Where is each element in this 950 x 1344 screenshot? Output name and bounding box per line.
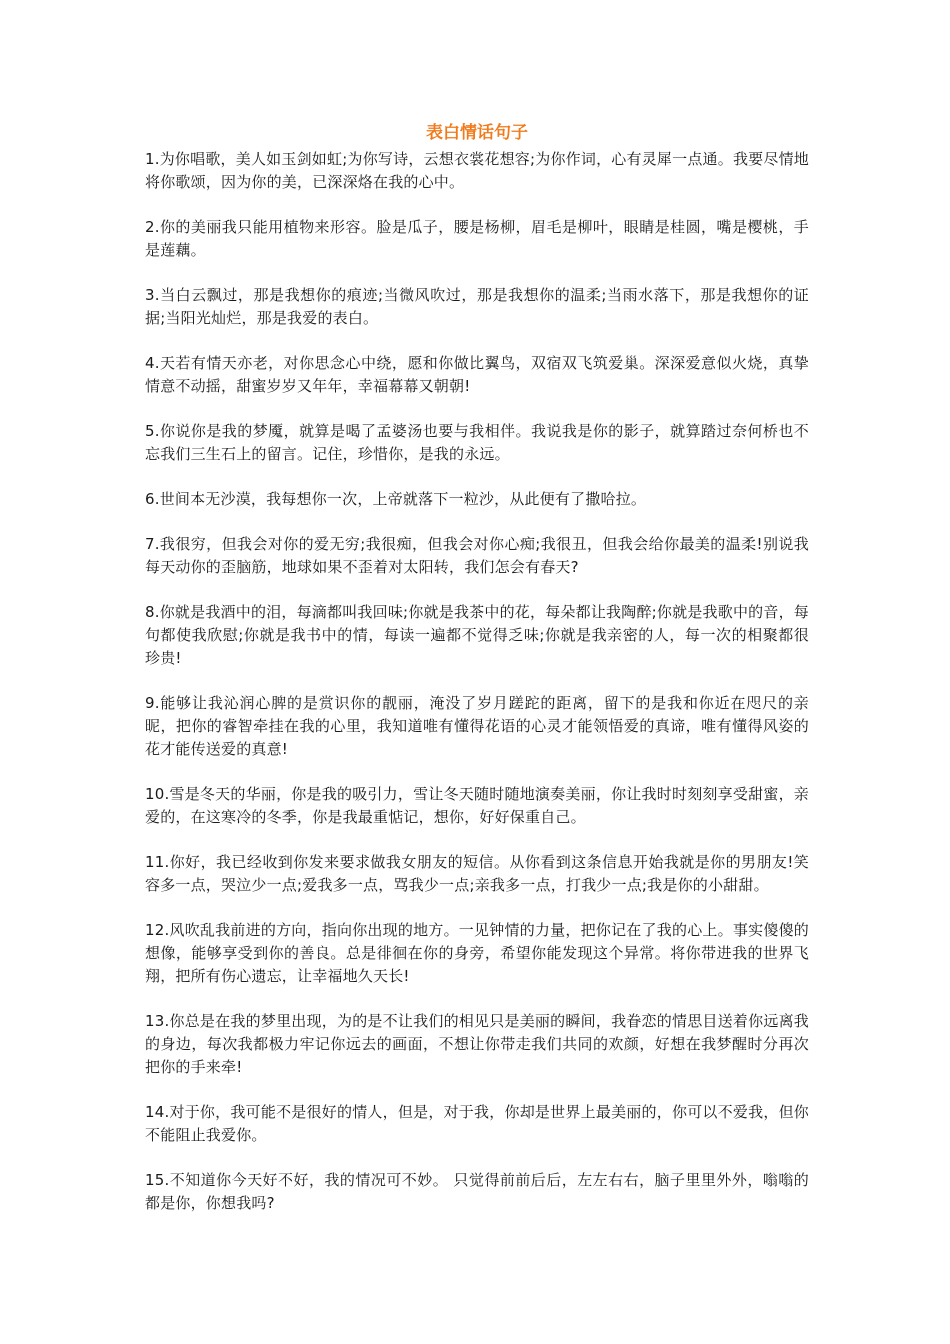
paragraph-13: 13.你总是在我的梦里出现，为的是不让我们的相见只是美丽的瞬间，我眷恋的情思目送着你远离我的身边，每次我都极力牢记你远去的画面，不想让你带走我们共同的欢颜，好想在我梦醒时分再次把你的手来牵! — [145, 1012, 809, 1076]
paragraph-10: 10.雪是冬天的华丽，你是我的吸引力，雪让冬天随时随地演奏美丽，你让我时时刻刻享受甜蜜，亲爱的，在这寒冷的冬季，你是我最重惦记，想你，好好保重自己。 — [145, 785, 809, 826]
paragraph-3: 3.当白云飘过，那是我想你的痕迹;当微风吹过，那是我想你的温柔;当雨水落下，那是我想你的证据;当阳光灿烂，那是我爱的表白。 — [145, 286, 809, 327]
paragraph-6: 6.世间本无沙漠，我每想你一次，上帝就落下一粒沙，从此便有了撒哈拉。 — [145, 490, 647, 508]
paragraph-1: 1.为你唱歌，美人如玉剑如虹;为你写诗，云想衣裳花想容;为你作词，心有灵犀一点通。我要尽情地将你歌颂，因为你的美，已深深烙在我的心中。 — [145, 150, 809, 191]
document-page — [145, 118, 809, 1237]
paragraph-8: 8.你就是我酒中的泪，每滴都叫我回味;你就是我茶中的花，每朵都让我陶醉;你就是我歌中的音，每句都使我欣慰;你就是我书中的情，每读一遍都不觉得乏味;你就是我亲密的人，每一次的相聚都很珍贵! — [145, 603, 809, 667]
paragraph-4: 4.天若有情天亦老，对你思念心中绕，愿和你做比翼鸟，双宿双飞筑爱巢。深深爱意似火烧，真挚情意不动摇，甜蜜岁岁又年年，幸福幕幕又朝朝! — [145, 354, 809, 395]
paragraph-14: 14.对于你，我可能不是很好的情人，但是，对于我，你却是世界上最美丽的，你可以不爱我，但你不能阻止我爱你。 — [145, 1103, 809, 1144]
paragraph-11: 11.你好，我已经收到你发来要求做我女朋友的短信。从你看到这条信息开始我就是你的男朋友!笑容多一点，哭泣少一点;爱我多一点，骂我少一点;亲我多一点，打我少一点;我是你的小甜甜。 — [145, 853, 809, 894]
paragraph-7: 7.我很穷，但我会对你的爱无穷;我很痴，但我会对你心痴;我很丑，但我会给你最美的温柔!别说我每天动你的歪脑筋，地球如果不歪着对太阳转，我们怎会有春天? — [145, 535, 809, 576]
paragraph-15: 15.不知道你今天好不好，我的情况可不妙。 只觉得前前后后，左左右右，脑子里里外外，嗡嗡的都是你，你想我吗? — [145, 1171, 809, 1212]
paragraph-12: 12.风吹乱我前进的方向，指向你出现的地方。一见钟情的力量，把你记在了我的心上。事实傻傻的想像，能够享受到你的善良。总是徘徊在你的身旁，希望你能发现这个异常。将你带进我的世界飞翔，把所有伤心遗忘，让幸福地久天长! — [145, 921, 809, 985]
paragraph-2: 2.你的美丽我只能用植物来形容。脸是瓜子，腰是杨柳，眉毛是柳叶，眼睛是桂圆，嘴是樱桃，手是莲藕。 — [145, 218, 809, 259]
paragraph-5: 5.你说你是我的梦魇，就算是喝了孟婆汤也要与我相伴。我说我是你的影子，就算踏过奈何桥也不忘我们三生石上的留言。记住，珍惜你，是我的永远。 — [145, 422, 809, 463]
paragraph-9: 9.能够让我沁润心脾的是赏识你的靓丽，淹没了岁月蹉跎的距离，留下的是我和你近在咫尺的亲昵，把你的睿智牵挂在我的心里，我知道唯有懂得花语的心灵才能领悟爱的真谛，唯有懂得风姿的花才能传送爱的真意! — [145, 694, 809, 758]
document-title: 表白情话句子 — [426, 123, 528, 143]
